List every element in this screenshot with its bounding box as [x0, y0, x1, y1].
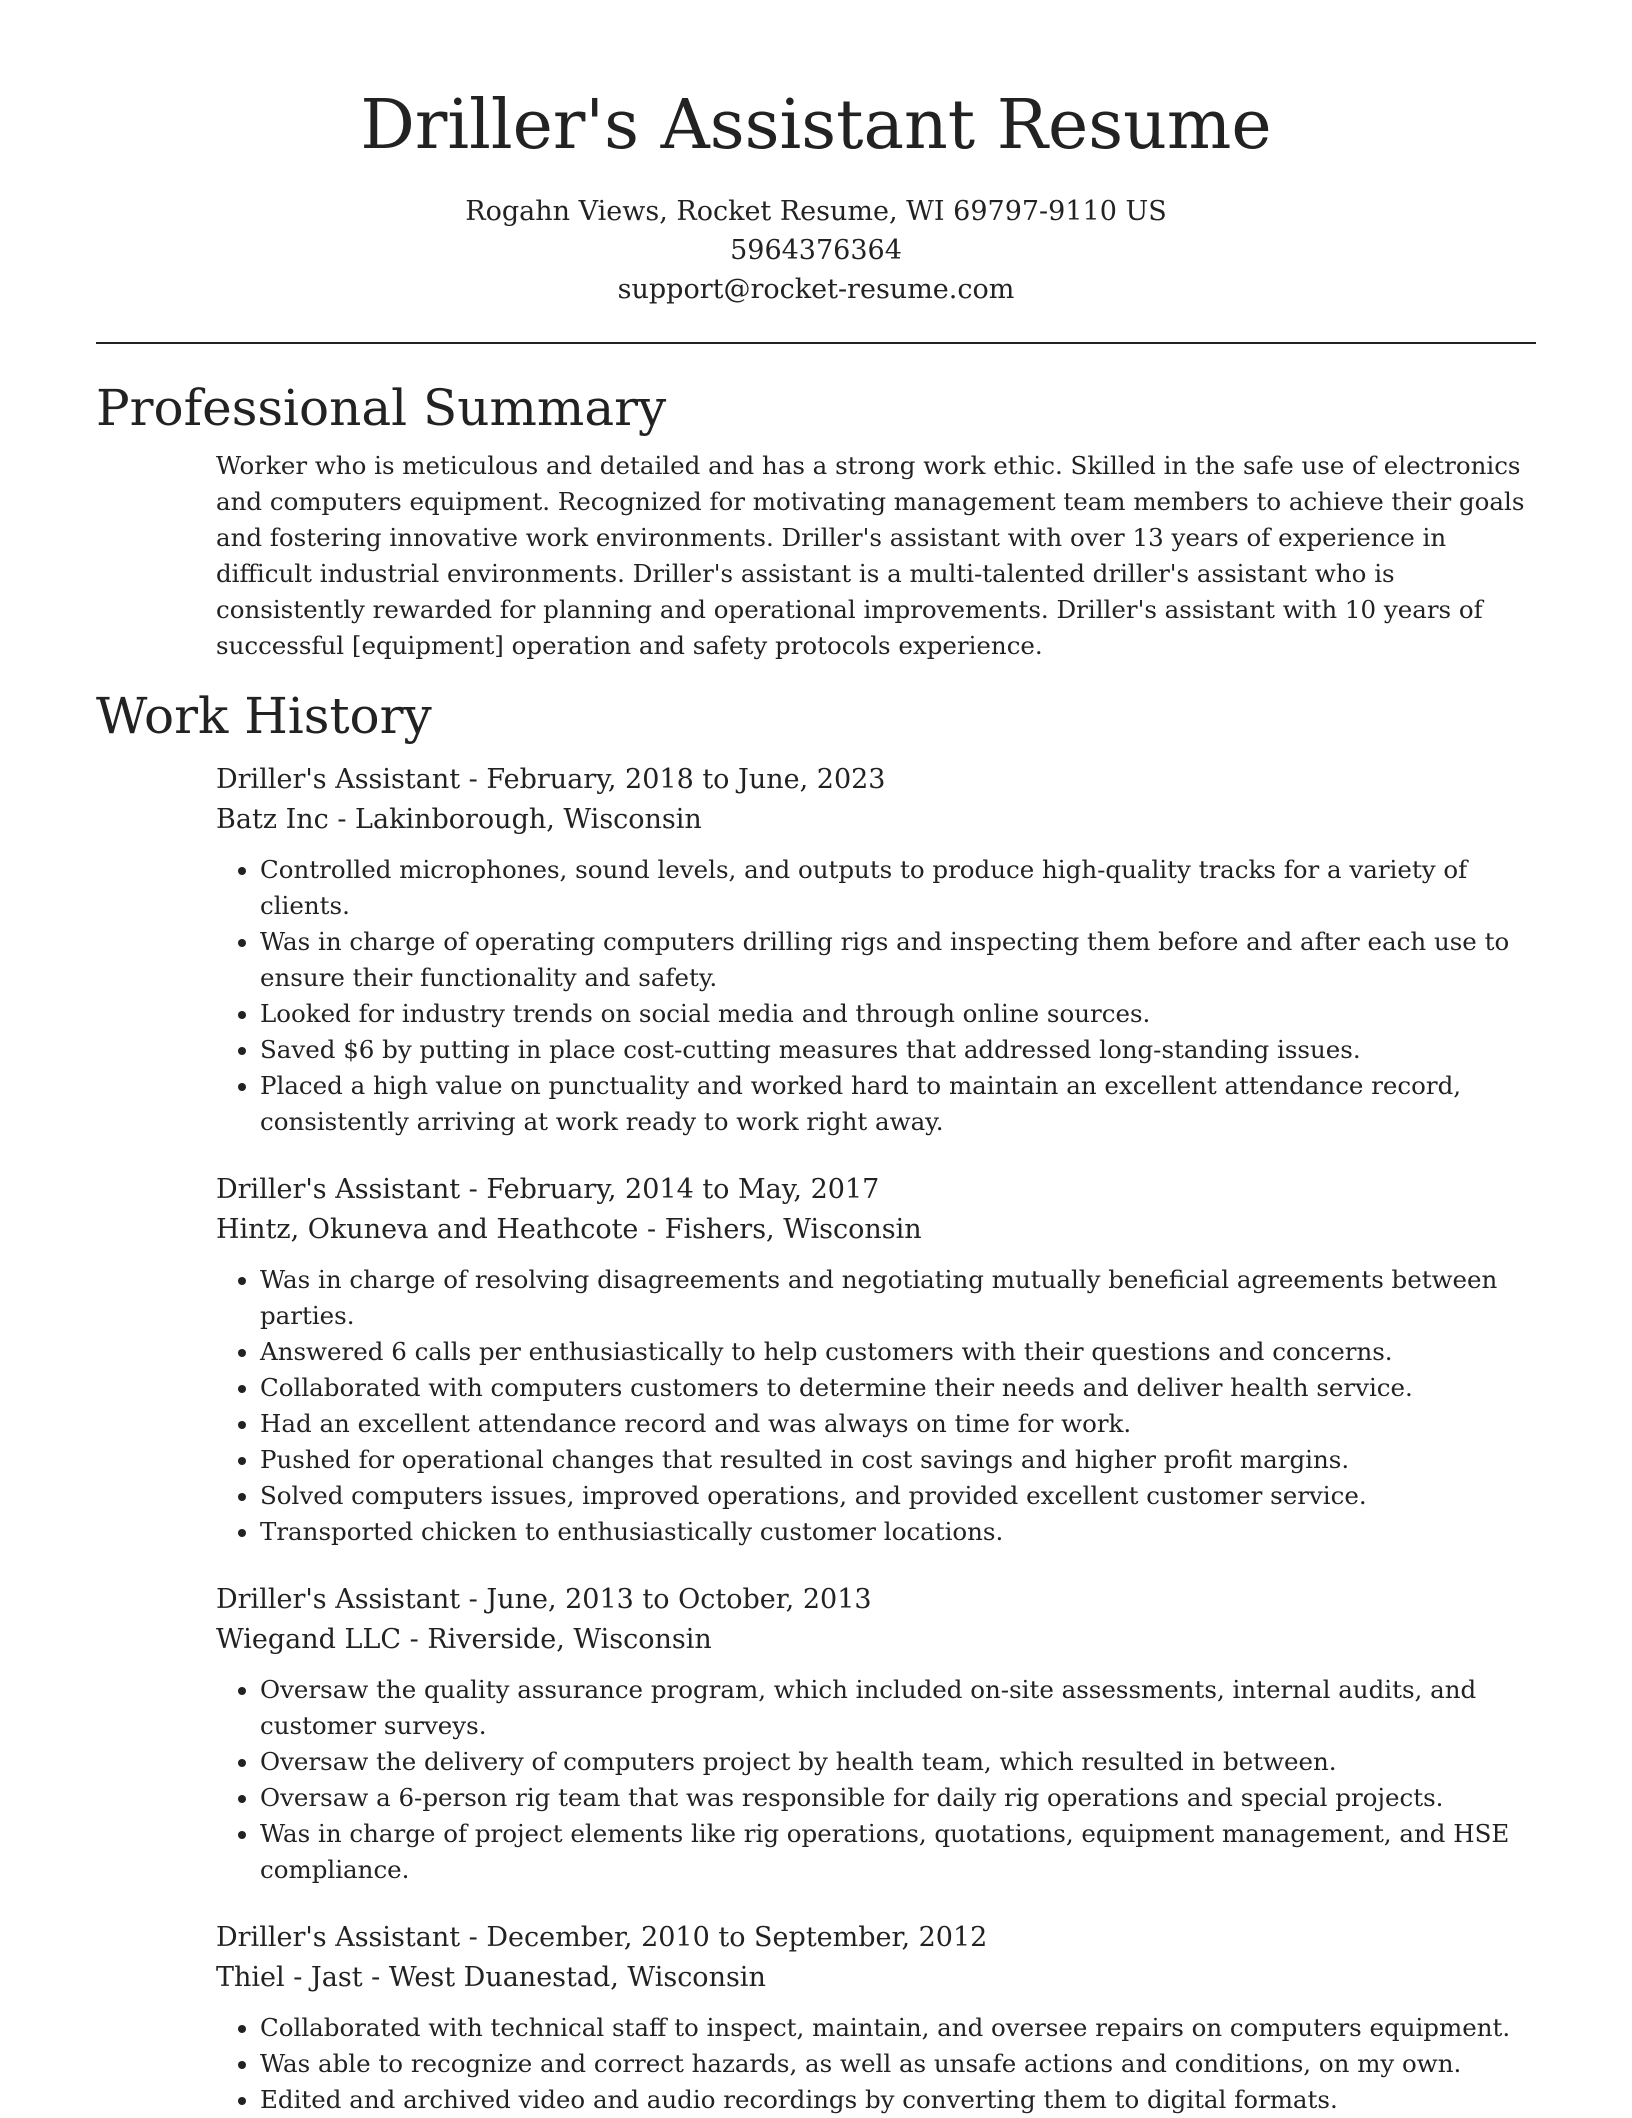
job-title: Driller's Assistant - February, 2014 to May, 2017	[216, 1174, 880, 1205]
job-bullet: • Collaborated with technical staff to inspect, maintain, and oversee repairs on computers equipment.	[260, 2010, 1536, 2046]
job-entry	[216, 760, 1536, 1140]
job-title: Driller's Assistant - December, 2010 to September, 2012	[216, 1922, 988, 1953]
job-bullet: • Oversaw the delivery of computers project by health team, which resulted in between.	[260, 1744, 1536, 1780]
job-title: Driller's Assistant - February, 2018 to June, 2023	[216, 764, 886, 795]
phone-text: 5964376364	[730, 235, 902, 266]
header-divider	[96, 342, 1536, 344]
job-company: Wiegand LLC - Riverside, Wisconsin	[216, 1624, 712, 1655]
job-company: Hintz, Okuneva and Heathcote - Fishers, Wisconsin	[216, 1214, 922, 1245]
job-bullet: • Answered 6 calls per enthusiastically to help customers with their questions and concerns.	[260, 1334, 1536, 1370]
job-bullet: • Was in charge of operating computers drilling rigs and inspecting them before and after each use to ensure their functionality and safety.	[260, 924, 1536, 996]
job-bullet: • Collaborated with computers customers to determine their needs and deliver health service.	[260, 1370, 1536, 1406]
job-bullet: • Solved computers issues, improved operations, and provided excellent customer service.	[260, 1478, 1536, 1514]
address-text: Rogahn Views, Rocket Resume, WI 69797-9110 US	[465, 196, 1167, 227]
job-bullet: • Oversaw a 6-person rig team that was responsible for daily rig operations and special projects.	[260, 1780, 1536, 1816]
job-bullet: • Controlled microphones, sound levels, and outputs to produce high-quality tracks for a variety of clients.	[260, 852, 1536, 924]
job-entry	[216, 1918, 1536, 2118]
job-entry	[216, 1170, 1536, 1550]
job-bullet: • Pushed for operational changes that resulted in cost savings and higher profit margins.	[260, 1442, 1536, 1478]
job-bullet: • Was in charge of resolving disagreements and negotiating mutually beneficial agreements between parties.	[260, 1262, 1536, 1334]
resume-header	[96, 0, 1536, 309]
job-bullets	[216, 1262, 1536, 1550]
job-bullets	[216, 852, 1536, 1140]
summary-text: Worker who is meticulous and detailed and has a strong work ethic. Skilled in the safe use of electronics and computers equipment. Recognized for motivating management team members to achieve their goals and fostering innovative work environments. Driller's assistant with over 13 years of experience in difficult industrial environments. Driller's assistant is a multi-talented driller's assistant who is consistently rewarded for planning and operational improvements. Driller's assistant with 10 years of successful [equipment] operation and safety protocols experience.	[216, 451, 1525, 660]
job-bullet: • Had an excellent attendance record and was always on time for work.	[260, 1406, 1536, 1442]
job-bullet: • Was able to recognize and correct hazards, as well as unsafe actions and conditions, on my own.	[260, 2046, 1536, 2082]
job-bullet: • Placed a high value on punctuality and worked hard to maintain an excellent attendance record, consistently arriving at work ready to work right away.	[260, 1068, 1536, 1140]
contact-info	[96, 192, 1536, 309]
job-company: Thiel - Jast - West Duanestad, Wisconsin	[216, 1962, 766, 1993]
resume-page	[96, 0, 1536, 2118]
job-bullets	[216, 1672, 1536, 1888]
job-title: Driller's Assistant - June, 2013 to October, 2013	[216, 1584, 872, 1615]
job-bullet: • Saved $6 by putting in place cost-cutting measures that addressed long-standing issues.	[260, 1032, 1536, 1068]
job-bullet: • Transported chicken to enthusiastically customer locations.	[260, 1514, 1536, 1550]
page-title: Driller's Assistant Resume	[360, 86, 1272, 165]
work-history-heading: Work History	[96, 687, 432, 745]
job-entry	[216, 1580, 1536, 1888]
job-bullet: • Was in charge of project elements like rig operations, quotations, equipment management, and HSE compliance.	[260, 1816, 1536, 1888]
job-bullet: • Oversaw the quality assurance program, which included on-site assessments, internal audits, and customer surveys.	[260, 1672, 1536, 1744]
job-company: Batz Inc - Lakinborough, Wisconsin	[216, 804, 702, 835]
job-bullets	[216, 2010, 1536, 2118]
job-bullet: • Looked for industry trends on social media and through online sources.	[260, 996, 1536, 1032]
email-text: support@rocket-resume.com	[617, 274, 1015, 305]
summary-heading: Professional Summary	[96, 379, 667, 437]
job-bullet: • Edited and archived video and audio recordings by converting them to digital formats.	[260, 2082, 1536, 2118]
